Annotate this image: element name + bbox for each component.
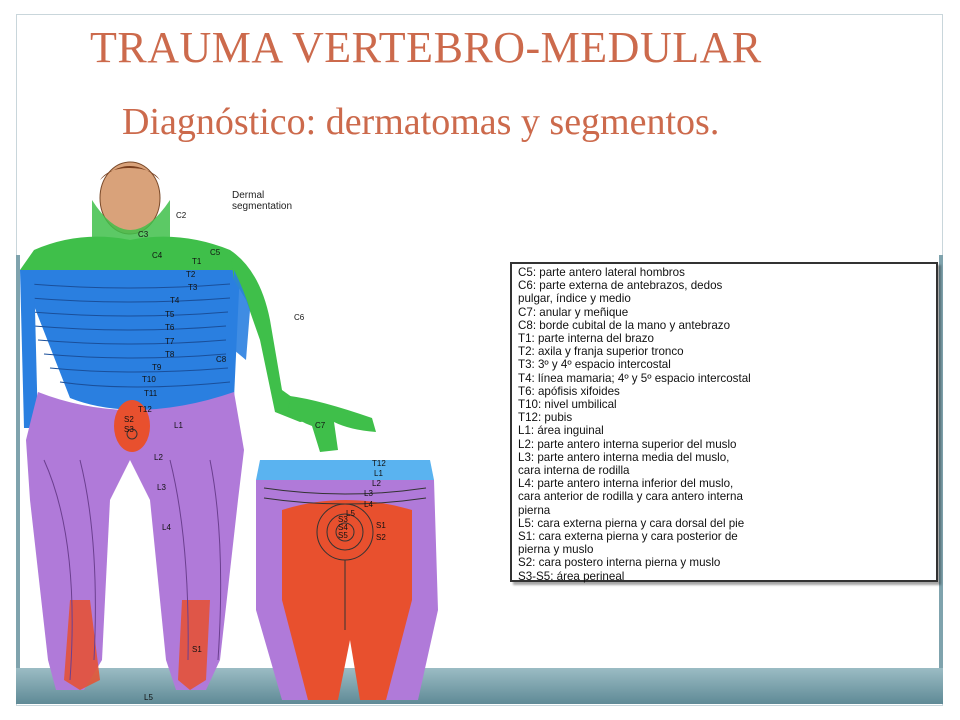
legend-item: L5: cara externa pierna y cara dorsal del pie xyxy=(518,516,745,530)
decorative-band-right xyxy=(939,255,943,675)
legend-item: S2: cara postero interna pierna y muslo xyxy=(518,556,721,570)
legend-item: T2: axila y franja superior tronco xyxy=(518,345,684,359)
front-segment-label-c7: C7 xyxy=(315,421,326,430)
front-segment-label-c5: C5 xyxy=(210,248,221,257)
legend-item: T6: apófisis xifoides xyxy=(518,384,620,398)
front-segment-label-l2: L2 xyxy=(154,453,163,462)
figure-caption: Dermal segmentation xyxy=(232,190,293,212)
legend-item: cara interna de rodilla xyxy=(518,464,630,478)
legend-list xyxy=(518,266,930,583)
legend-item: L2: parte antero interna superior del muslo xyxy=(518,437,737,451)
front-segment-label-l4: L4 xyxy=(162,523,171,532)
front-segment-label-t1: T1 xyxy=(192,257,202,266)
back-segment-label-l5: L5 xyxy=(346,509,355,518)
front-segment-label-t12: T12 xyxy=(138,405,152,414)
back-body xyxy=(256,460,438,700)
legend-item: C6: parte externa de antebrazos, dedos xyxy=(518,279,723,293)
front-segment-label-t3: T3 xyxy=(188,283,198,292)
back-segment-label-s5: S5 xyxy=(338,531,348,540)
legend-item: cara anterior de rodilla y cara antero interna xyxy=(518,490,743,504)
front-segment-label-t9: T9 xyxy=(152,363,162,372)
back-segment-label-s3: S3 xyxy=(338,515,348,524)
dermatome-legend xyxy=(510,262,938,582)
legend-item: T4: línea mamaria; 4º y 5º espacio intercostal xyxy=(518,371,751,385)
back-segment-label-l4: L4 xyxy=(364,500,373,509)
front-segment-label-c3: C3 xyxy=(138,230,149,239)
front-segment-label-t5: T5 xyxy=(165,310,175,319)
front-segment-label-c2: C2 xyxy=(176,211,187,220)
front-segment-label-s2: S2 xyxy=(124,415,134,424)
legend-item: T1: parte interna del brazo xyxy=(518,332,654,346)
legend-item: C7: anular y meñique xyxy=(518,305,629,319)
dermatome-figure xyxy=(20,160,460,708)
front-segment-label-t11: T11 xyxy=(144,389,158,398)
front-segment-label-l1: L1 xyxy=(174,421,183,430)
legend-item: S1: cara externa pierna y cara posterior de xyxy=(518,530,738,544)
legend-item: L3: parte antero interna media del muslo, xyxy=(518,450,730,464)
legend-item: pierna y muslo xyxy=(518,543,594,557)
front-segment-label-t2: T2 xyxy=(186,270,196,279)
front-segment-label-c4: C4 xyxy=(152,251,163,260)
legend-item: pulgar, índice y medio xyxy=(518,292,631,306)
front-segment-label-t8: T8 xyxy=(165,350,175,359)
legend-item: C5: parte antero lateral hombros xyxy=(518,266,685,279)
back-segment-label-l2: L2 xyxy=(372,479,381,488)
legend-item: T12: pubis xyxy=(518,411,573,425)
front-segment-label-t6: T6 xyxy=(165,323,175,332)
front-segment-label-s1: S1 xyxy=(192,645,202,654)
front-segment-label-s3: S3 xyxy=(124,425,134,434)
legend-item: L1: área inguinal xyxy=(518,424,604,438)
back-segment-label-l1: L1 xyxy=(374,469,383,478)
slide-subtitle: Diagnóstico: dermatomas y segmentos. xyxy=(122,101,720,143)
front-segment-label-l3: L3 xyxy=(157,483,166,492)
legend-item: T10: nivel umbilical xyxy=(518,398,617,412)
legend-item: S3-S5: área perineal xyxy=(518,569,625,583)
back-segment-label-t12: T12 xyxy=(372,459,386,468)
back-segment-label-l3: L3 xyxy=(364,489,373,498)
legend-item: C8: borde cubital de la mano y antebrazo xyxy=(518,318,731,332)
back-segment-label-s2: S2 xyxy=(376,533,386,542)
legend-item: T3: 3º y 4º espacio intercostal xyxy=(518,358,671,372)
legend-item: L4: parte antero interna inferior del muslo, xyxy=(518,477,734,491)
back-segment-label-s4: S4 xyxy=(338,523,348,532)
front-segment-label-t7: T7 xyxy=(165,337,175,346)
front-segment-label-c6: C6 xyxy=(294,313,305,322)
back-segment-label-s1: S1 xyxy=(376,521,386,530)
slide-title: TRAUMA VERTEBRO-MEDULAR xyxy=(90,23,762,72)
front-segment-label-t4: T4 xyxy=(170,296,180,305)
front-segment-label-c8: C8 xyxy=(216,355,227,364)
front-segment-label-t10: T10 xyxy=(142,375,156,384)
dermatome-illustration xyxy=(20,160,460,708)
legend-item: pierna xyxy=(518,503,551,517)
front-segment-label-l5: L5 xyxy=(144,693,153,702)
